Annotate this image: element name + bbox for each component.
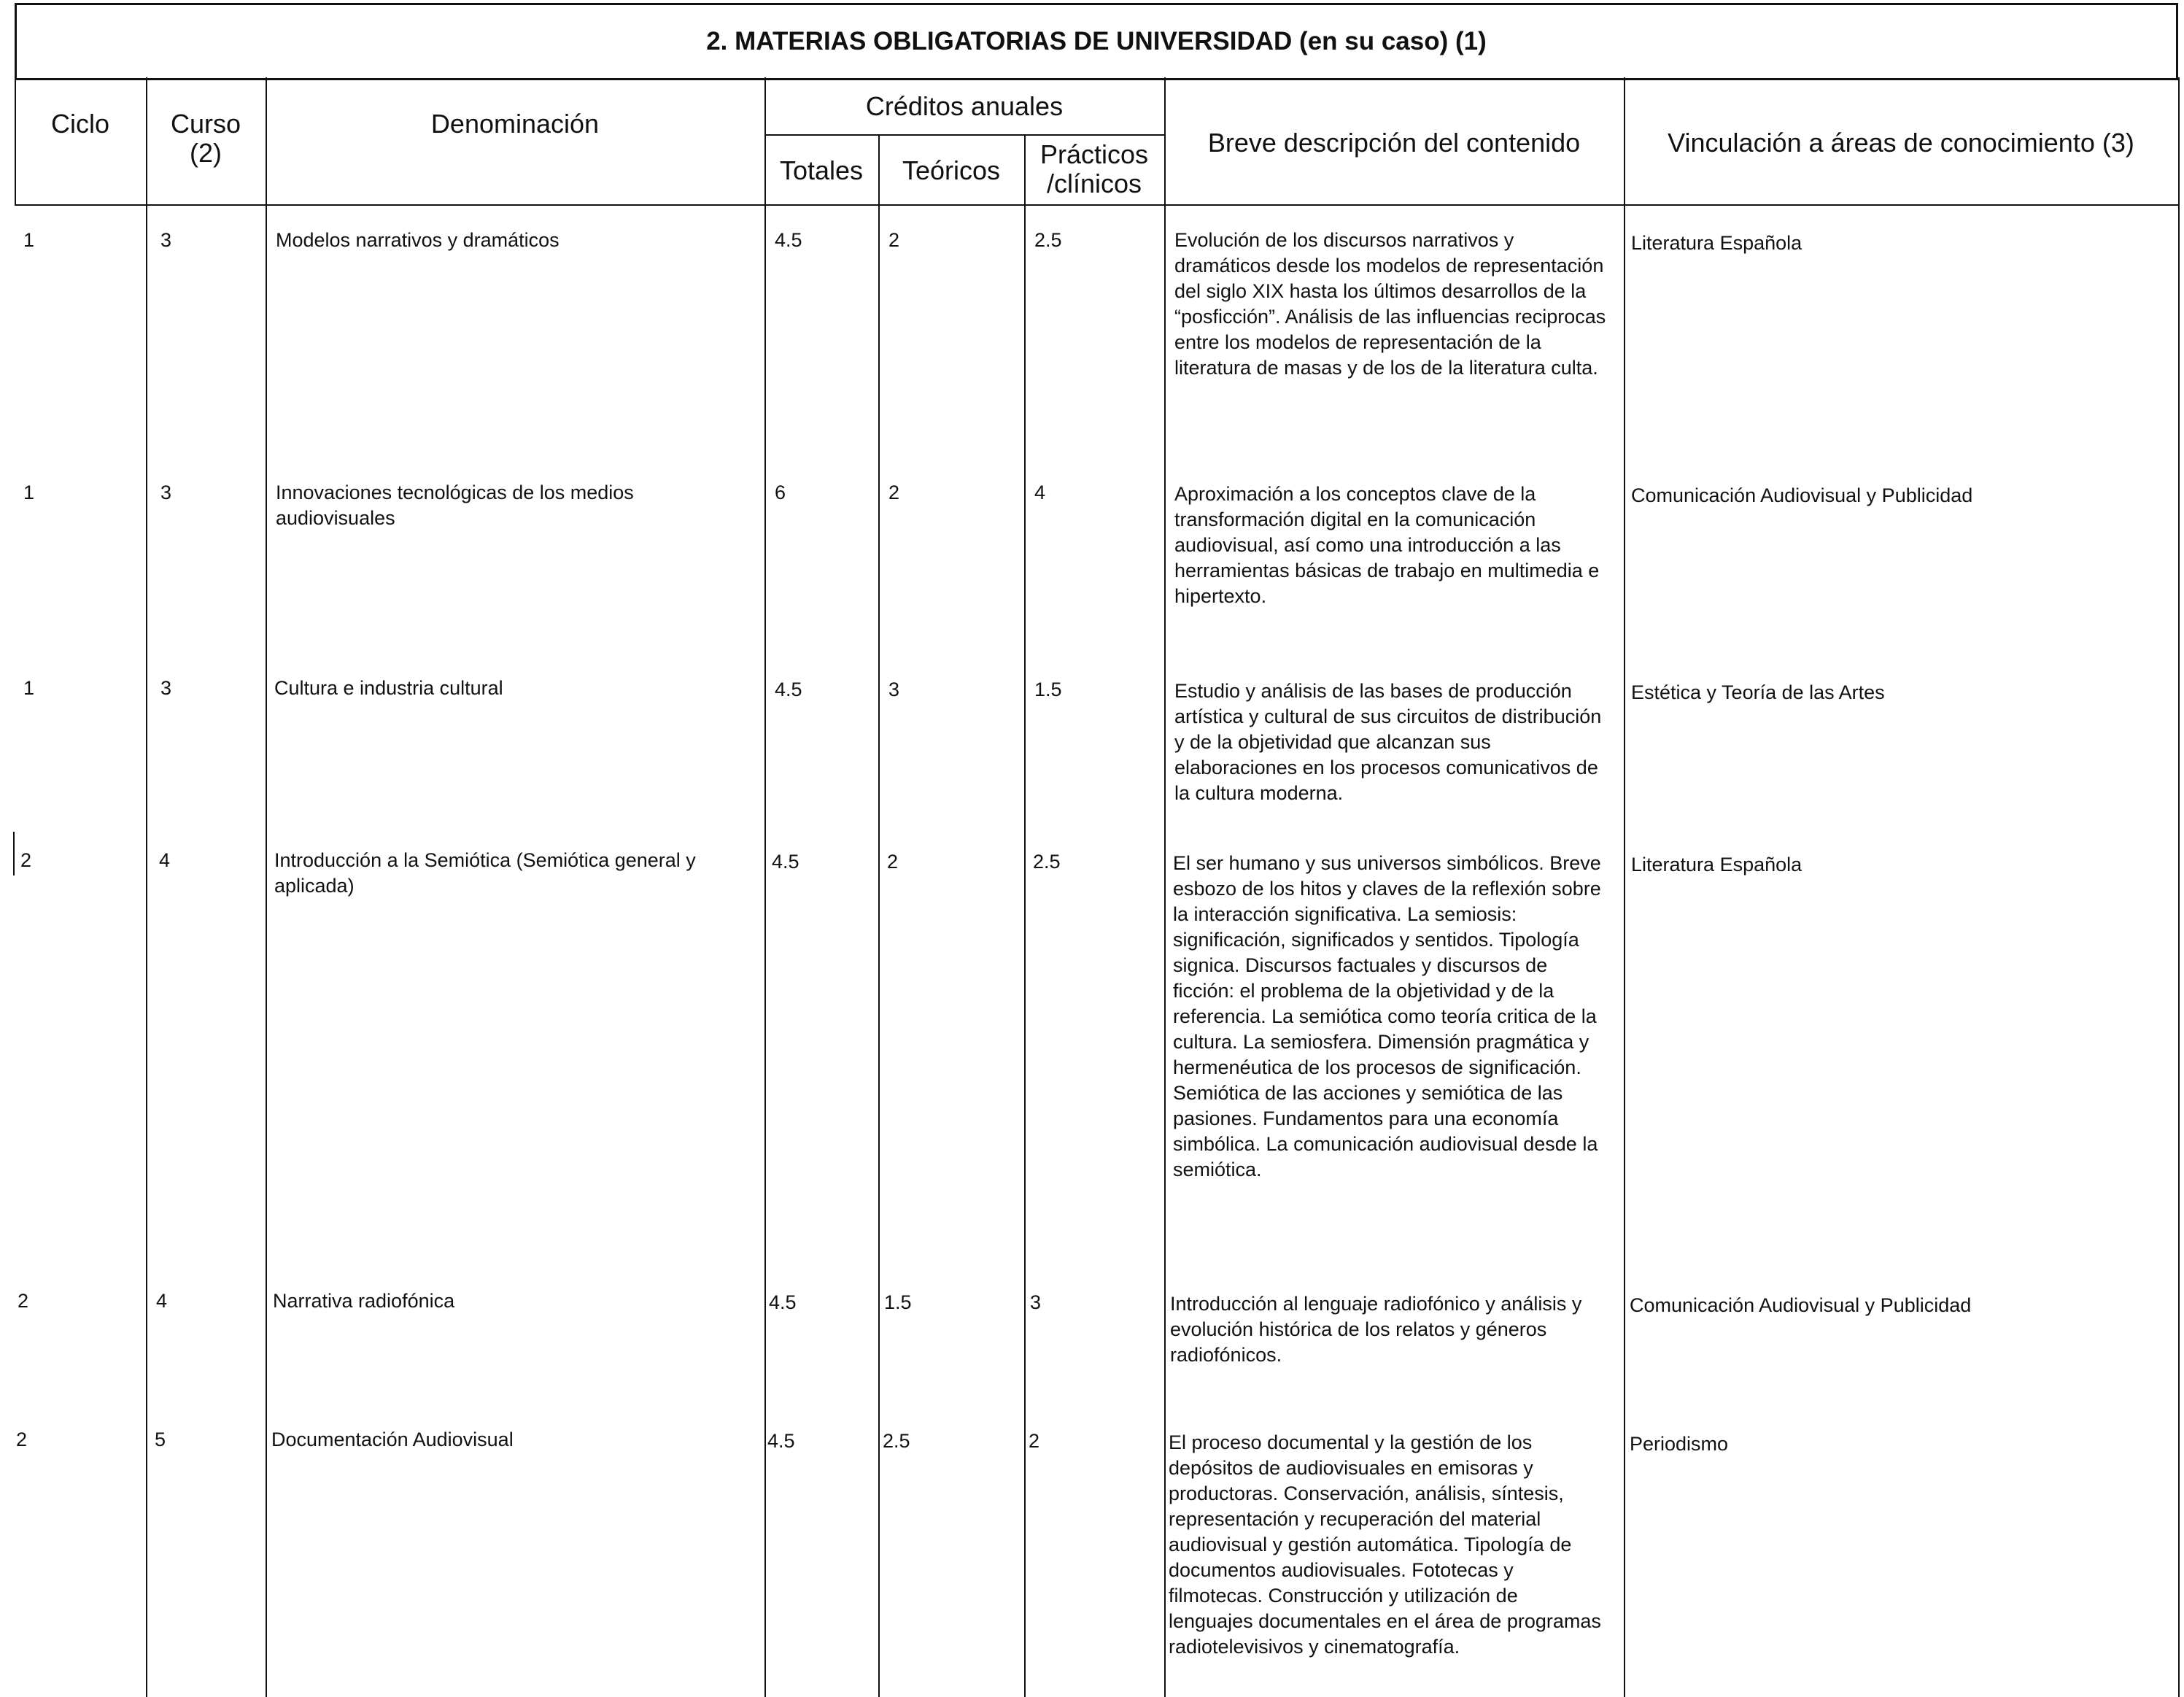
cell-ciclo: 1 xyxy=(23,229,35,251)
cell-descripcion: Estudio y análisis de las bases de producción artística y cultural de sus circuitos de distribución y de la objetividad que alcanzan sus elaboraciones en los procesos comunicativos de la cultura moderna. xyxy=(1174,680,1602,804)
cell-denominacion: Cultura e industria cultural xyxy=(274,677,503,699)
header-teoricos: Teóricos xyxy=(902,155,1001,185)
cell-totales: 4.5 xyxy=(775,229,802,251)
col-divider-practicos xyxy=(1164,77,1166,1697)
table-left-border xyxy=(15,77,16,206)
header-bottom-rule xyxy=(15,204,2178,206)
cell-curso: 4 xyxy=(159,849,171,871)
cell-teoricos: 2 xyxy=(887,851,899,873)
left-margin-line-lower xyxy=(13,832,15,875)
cell-descripcion: El ser humano y sus universos simbólicos. Breve esbozo de los hitos y claves de la reflexión sobre la interacción significativa. La semiosis: significación, significados y sentidos. Tipología signica. Discursos factuales y discursos de ficción: el problema de la objetividad y de la referencia. La semiótica como teoría critica de la cultura. La semiosfera. Dimensión pragmática y hermenéutica de los procesos de significación. Semiótica de las acciones y semiótica de las pasiones. Fundamentos para una economía simbólica. La comunicación audiovisual desde la semiótica. xyxy=(1173,852,1601,1180)
cell-ciclo: 2 xyxy=(16,1429,28,1450)
header-practicos-line2: /clínicos xyxy=(1046,169,1142,198)
header-vinculacion: Vinculación a áreas de conocimiento (3) xyxy=(1668,128,2134,158)
table-title: 2. MATERIAS OBLIGATORIAS DE UNIVERSIDAD (en su caso) (1) xyxy=(706,27,1487,55)
cell-practicos: 1.5 xyxy=(1034,679,1062,700)
col-divider-descripcion xyxy=(1624,77,1625,1697)
cell-ciclo: 1 xyxy=(23,677,35,699)
cell-area: Comunicación Audiovisual y Publicidad xyxy=(1630,1294,1972,1316)
cell-denominacion: Narrativa radiofónica xyxy=(273,1290,455,1312)
cell-curso: 3 xyxy=(160,677,172,699)
cell-curso: 5 xyxy=(155,1429,166,1450)
cell-practicos: 4 xyxy=(1034,482,1046,503)
header-descripcion: Breve descripción del contenido xyxy=(1207,128,1581,158)
col-divider-totales xyxy=(878,134,880,1697)
header-denominacion: Denominación xyxy=(430,109,600,139)
cell-totales: 4.5 xyxy=(775,679,802,700)
creditos-divider xyxy=(764,134,1164,136)
cell-area: Comunicación Audiovisual y Publicidad xyxy=(1631,484,1973,506)
header-totales: Totales xyxy=(779,155,864,185)
table-title-box xyxy=(15,3,2178,80)
cell-totales: 4.5 xyxy=(767,1430,795,1452)
cell-area: Literatura Española xyxy=(1631,854,1802,875)
header-practicos xyxy=(1024,140,1164,198)
header-curso-line1: Curso xyxy=(170,109,241,139)
cell-totales: 4.5 xyxy=(772,851,799,873)
col-divider-teoricos xyxy=(1024,134,1026,1697)
header-ciclo: Ciclo xyxy=(50,109,109,139)
cell-denominacion: Innovaciones tecnológicas de los medios audiovisuales xyxy=(276,482,634,529)
cell-teoricos: 2.5 xyxy=(883,1430,910,1452)
cell-practicos: 2.5 xyxy=(1034,229,1062,251)
cell-practicos: 2 xyxy=(1029,1430,1040,1452)
cell-descripcion: Evolución de los discursos narrativos y dramáticos desde los modelos de representación del siglo XIX hasta los últimos desarrollos de la “posficción”. Análisis de las influencias reciprocas entre los modelos de representación de la literatura de masas y de los de la literatura culta. xyxy=(1174,229,1606,379)
header-practicos-line1: Prácticos xyxy=(1039,139,1149,169)
cell-ciclo: 1 xyxy=(23,482,35,503)
col-divider-ciclo xyxy=(146,77,147,1697)
cell-descripcion: El proceso documental y la gestión de los depósitos de audiovisuales en emisoras y productoras. Conservación, análisis, síntesis, representación y recuperación del material audiovisual y gestión automática. Tipología de documentos audiovisuales. Fototecas y filmotecas. Construcción y utilización de lenguajes documentales en el área de programas radiotelevisivos y cinematografía. xyxy=(1169,1431,1601,1658)
col-divider-denominacion xyxy=(764,77,766,1697)
cell-area: Literatura Española xyxy=(1631,232,1802,254)
cell-totales: 4.5 xyxy=(769,1291,797,1313)
header-creditos: Créditos anuales xyxy=(865,91,1064,121)
cell-practicos: 2.5 xyxy=(1033,851,1061,873)
cell-denominacion: Modelos narrativos y dramáticos xyxy=(276,229,559,251)
cell-curso: 4 xyxy=(156,1290,168,1312)
cell-area: Periodismo xyxy=(1630,1433,1729,1455)
cell-descripcion: Aproximación a los conceptos clave de la transformación digital en la comunicación audiovisual, así como una introducción a las herramientas básicas de trabajo en multimedia e hipertexto. xyxy=(1174,483,1600,607)
cell-teoricos: 3 xyxy=(888,679,900,700)
cell-teoricos: 2 xyxy=(888,229,900,251)
cell-totales: 6 xyxy=(775,482,786,503)
table-right-border xyxy=(2178,77,2180,1697)
cell-teoricos: 2 xyxy=(888,482,900,503)
cell-curso: 3 xyxy=(160,229,172,251)
cell-area: Estética y Teoría de las Artes xyxy=(1631,681,1885,703)
cell-ciclo: 2 xyxy=(20,849,32,871)
cell-ciclo: 2 xyxy=(18,1290,29,1312)
cell-denominacion: Introducción a la Semiótica (Semiótica general y aplicada) xyxy=(274,849,696,897)
cell-practicos: 3 xyxy=(1030,1291,1042,1313)
header-curso-line2: (2) xyxy=(190,138,222,168)
cell-descripcion: Introducción al lenguaje radiofónico y análisis y evolución histórica de los relatos y géneros radiofónicos. xyxy=(1170,1293,1582,1366)
col-divider-curso xyxy=(266,77,267,1697)
cell-denominacion: Documentación Audiovisual xyxy=(271,1429,514,1450)
header-curso xyxy=(146,109,266,168)
cell-teoricos: 1.5 xyxy=(884,1291,912,1313)
cell-curso: 3 xyxy=(160,482,172,503)
